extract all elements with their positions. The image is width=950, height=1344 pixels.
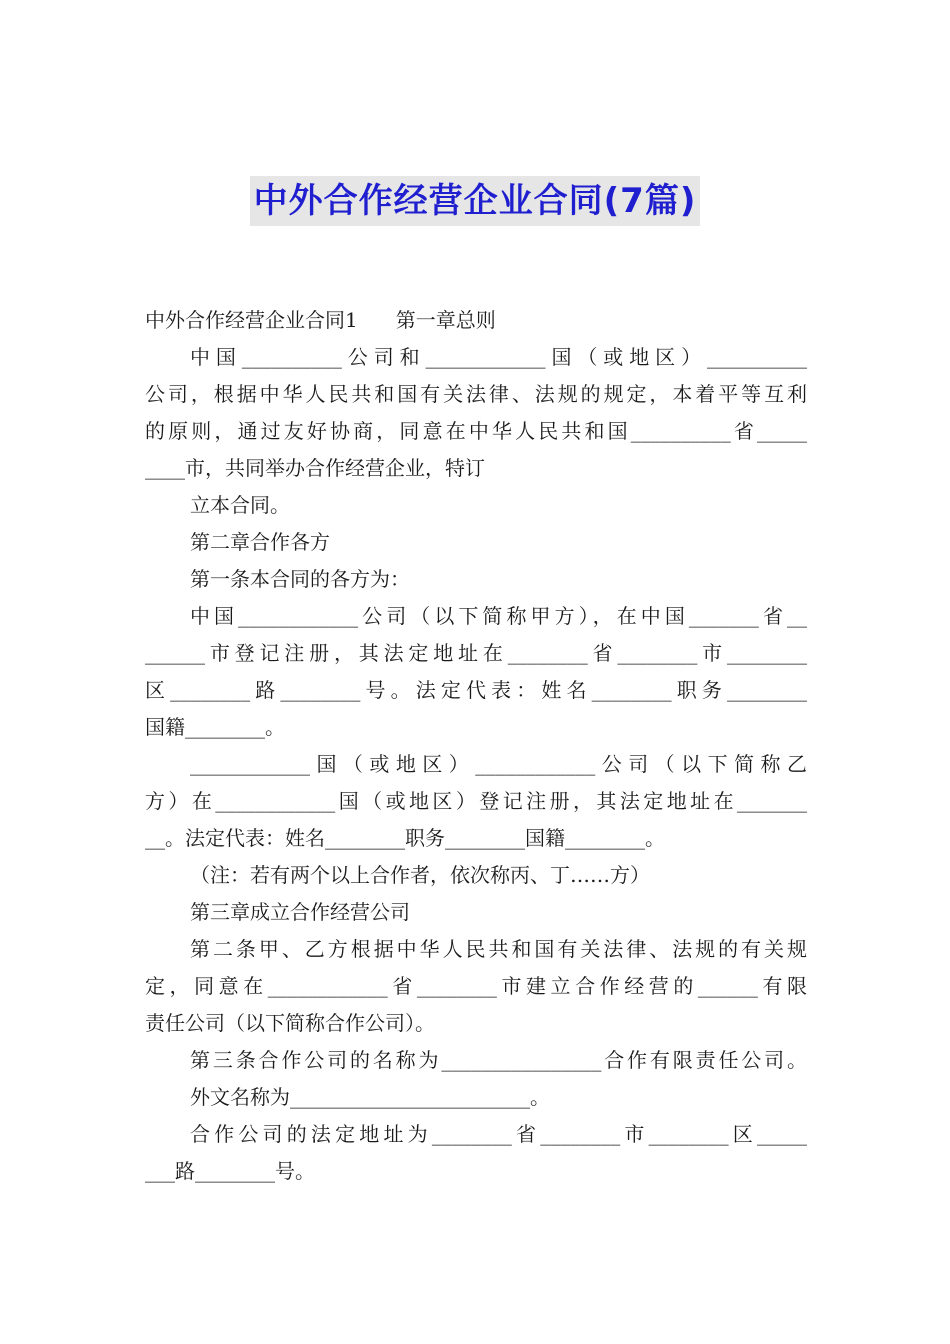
title-wrap: [0, 176, 950, 226]
line-text: 合作公司的法定地址为________省________市________区_____: [190, 1122, 807, 1146]
line-text: 中国____________公司（以下简称甲方），在中国_______省__: [190, 604, 807, 628]
text-line-23: [145, 1116, 807, 1153]
line-text: 国籍________。: [145, 715, 285, 739]
text-line-16: [145, 857, 807, 894]
text-line-21: [145, 1042, 807, 1079]
line-text: 第一条本合同的各方为：: [190, 567, 410, 591]
line-text: 责任公司（以下简称合作公司）。: [145, 1011, 435, 1035]
text-line-20: [145, 1005, 807, 1042]
line-text: 第三条合作公司的名称为________________合作有限责任公司。: [190, 1048, 807, 1072]
heading-part: 第一章总则: [395, 308, 496, 332]
text-line-2: [145, 339, 807, 376]
line-text: 方）在____________国（或地区）登记注册，其法定地址在_______: [145, 789, 807, 813]
line-text: 的原则，通过友好协商，同意在中华人民共和国__________省_____: [145, 419, 807, 443]
heading-part: 中外合作经营企业合同1: [145, 308, 358, 332]
text-line-11: [145, 672, 807, 709]
line-text: 区________路________号。法定代表：姓名________职务________: [145, 678, 807, 702]
text-line-1: [145, 302, 807, 339]
text-line-15: [145, 820, 807, 857]
line-text: （注：若有两个以上合作者，依次称丙、丁……方）: [190, 863, 650, 887]
text-line-19: [145, 968, 807, 1005]
text-line-17: [145, 894, 807, 931]
text-line-5: [145, 450, 807, 487]
line-text: 第二章合作各方: [190, 530, 330, 554]
text-line-8: [145, 561, 807, 598]
text-line-4: [145, 413, 807, 450]
text-line-24: [145, 1153, 807, 1190]
line-text: 第二条甲、乙方根据中华人民共和国有关法律、法规的有关规: [190, 937, 807, 961]
line-text: __。法定代表：姓名________职务________国籍________。: [145, 826, 665, 850]
line-text: 公司，根据中华人民共和国有关法律、法规的规定，本着平等互利: [145, 382, 807, 406]
text-line-14: [145, 783, 807, 820]
text-line-10: [145, 635, 807, 672]
line-text: 外文名称为________________________。: [190, 1085, 550, 1109]
text-line-7: [145, 524, 807, 561]
line-text: ____________国（或地区）____________公司（以下简称乙: [190, 752, 807, 776]
document-title: 中外合作经营企业合同(7篇): [250, 176, 701, 226]
line-text: ____市，共同举办合作经营企业，特订: [145, 456, 485, 480]
line-text: 定，同意在____________省________市建立合作经营的______有限: [145, 974, 807, 998]
text-line-18: [145, 931, 807, 968]
text-line-22: [145, 1079, 807, 1116]
document-body: [145, 302, 807, 1190]
line-text: 立本合同。: [190, 493, 290, 517]
text-line-3: [145, 376, 807, 413]
line-text: 中国__________公司和____________国（或地区）__________: [190, 345, 807, 369]
text-line-12: [145, 709, 807, 746]
line-text: 第三章成立合作经营公司: [190, 900, 410, 924]
text-line-6: [145, 487, 807, 524]
text-line-13: [145, 746, 807, 783]
line-text: ______市登记注册，其法定地址在________省________市________: [145, 641, 807, 665]
text-line-9: [145, 598, 807, 635]
line-text: ___路________号。: [145, 1159, 315, 1183]
